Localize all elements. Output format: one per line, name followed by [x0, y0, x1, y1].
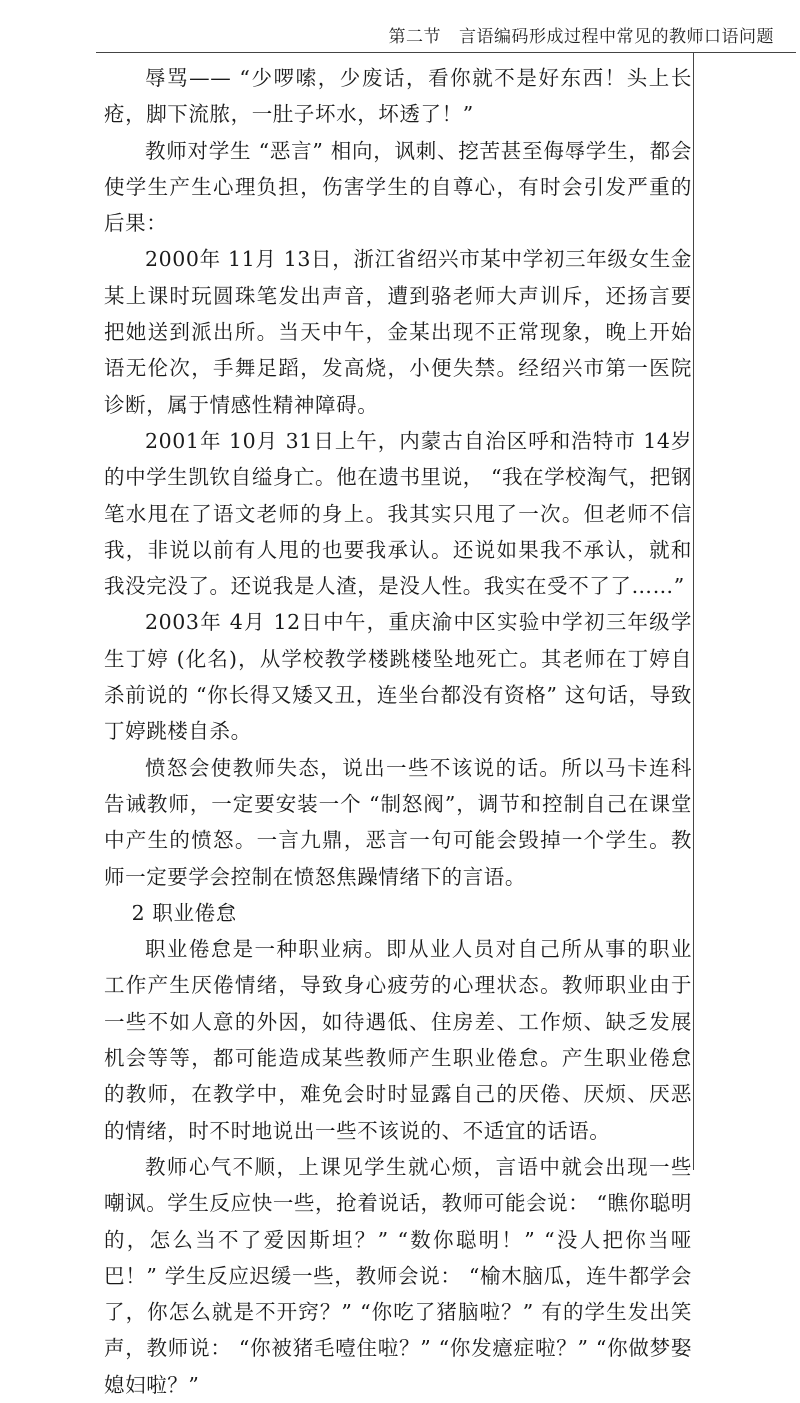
paragraph-burnout-examples: 教师心气不顺，上课见学生就心烦，言语中就会出现一些嘲讽。学生反应快一些，抢着说话，教师可能会说： “瞧你聪明的，怎么当不了爱因斯坦？” “数你聪明！” “没人把你当哑巴！” 学生反应迟缓一些，教师会说： “榆木脑瓜，连牛都学会了，你怎么就是不开窍？” “你吃了猪脑啦？” 有的学生发出笑声，教师说： “你被猪毛噎住啦？” “你发癔症啦？” “你做梦娶媳妇啦？”: [104, 1154, 692, 1397]
section-title: 言语编码形成过程中常见的教师口语问题: [459, 27, 774, 47]
section-number: 第二节: [388, 27, 441, 47]
margin-rule: [693, 52, 694, 1170]
running-header: [389, 22, 775, 47]
page-body: [104, 60, 692, 1403]
paragraph-anger-control: 愤怒会使教师失态，说出一些不该说的话。所以马卡连科告诫教师，一定要安装一个 “制怒阀”，调节和控制自己在课堂中产生的愤怒。一言九鼎，恶言一句可能会毁掉一个学生。教师一定要学会控制在愤怒焦躁情绪下的言语。: [104, 755, 692, 889]
paragraph-case-2001: 2001年 10月 31日上午，内蒙古自治区呼和浩特市 14岁的中学生凯钦自缢身亡。他在遗书里说， “我在学校淘气，把钢笔水甩在了语文老师的身上。我其实只甩了一次。但老师不信我，非说以前有人甩的也要我承认。还说如果我不承认，就和我没完没了。还说我是人渣，是没人性。我实在受不了了……”: [104, 428, 692, 599]
subsection-heading: 2 职业倦怠: [131, 900, 237, 925]
header-rule: [96, 52, 796, 53]
paragraph-case-2000: 2000年 11月 13日，浙江省绍兴市某中学初三年级女生金某上课时玩圆珠笔发出声音，遭到骆老师大声训斥，还扬言要把她送到派出所。当天中午，金某出现不正常现象，晚上开始语无伦次，手舞足蹈，发高烧，小便失禁。经绍兴市第一医院诊断，属于情感性精神障碍。: [104, 247, 692, 417]
paragraph-insult-quote: 辱骂—— “少啰嗦，少废话，看你就不是好东西！头上长疮，脚下流脓，一肚子坏水，坏透了！”: [104, 66, 692, 127]
paragraph-burnout-definition: 职业倦怠是一种职业病。即从业人员对自己所从事的职业工作产生厌倦情绪，导致身心疲劳的心理状态。教师职业由于一些不如人意的外因，如待遇低、住房差、工作烦、缺乏发展机会等等，都可能造成某些教师产生职业倦怠。产生职业倦怠的教师，在教学中，难免会时时显露自己的厌倦、厌烦、厌恶的情绪，时不时地说出一些不该说的、不适宜的话语。: [104, 937, 692, 1143]
paragraph-consequences-intro: 教师对学生 “恶言” 相向，讽刺、挖苦甚至侮辱学生，都会使学生产生心理负担，伤害学生的自尊心，有时会引发严重的后果：: [104, 138, 692, 236]
paragraph-case-2003: 2003年 4月 12日中午，重庆渝中区实验中学初三年级学生丁婷 (化名)，从学校教学楼跳楼坠地死亡。其老师在丁婷自杀前说的 “你长得又矮又丑，连坐台都没有资格” 这句话，导致丁婷跳楼自杀。: [104, 610, 692, 744]
